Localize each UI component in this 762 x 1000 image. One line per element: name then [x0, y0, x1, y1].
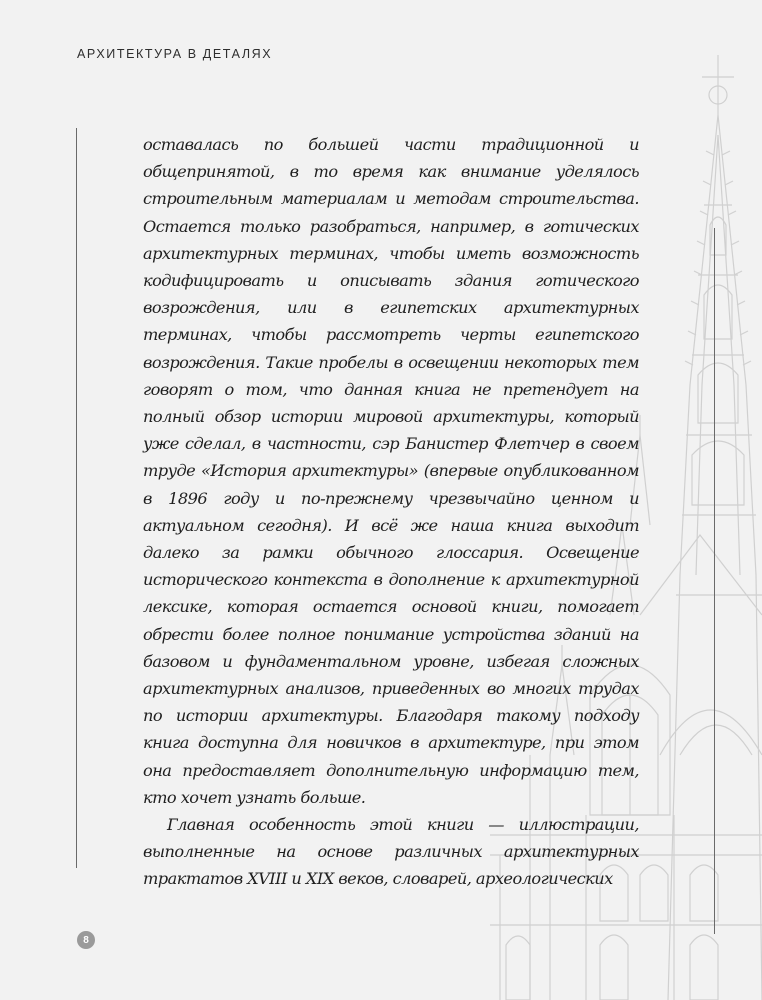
paragraph: оставалась по большей части традиционной и общепринятой, в то время как внимание уделялось строительным материалам и методам строительства. Остается только разобраться, например, в готических архитектурных терминах, чтобы иметь возможность кодифицировать и описывать здания готического возрождения, или в египетских архитектурных терминах, чтобы рассмотреть черты египетского возрождения. Такие пробелы в освещении некоторых тем говорят о том, что данная книга не претендует на полный обзор истории мировой архитектуры, который уже сделал, в частности, сэр Банистер Флетчер в своем труде «История архитектуры» (впервые опубликованном в 1896 году и по-прежнему чрезвычайно ценном и актуальном сегодня). И всё же наша книга выходит далеко за рамки обычного глоссария. Освещение исторического контекста в дополнение к архитектурной лексике, которая остается основой книги, помогает обрести более полное понимание устройства зданий на базовом и фундаментальном уровне, избегая сложных архитектурных анализов, приведенных во многих трудах по истории архитектуры. Благодаря такому подходу книга доступна для новичков в архитектуре, при этом она предоставляет дополнительную информацию тем, кто хочет узнать больше.: [143, 135, 639, 807]
main-text: [143, 131, 639, 893]
page-number-badge: 8: [77, 931, 95, 949]
left-margin-rule: [76, 128, 77, 868]
running-head: АРХИТЕКТУРА В ДЕТАЛЯХ: [77, 47, 273, 61]
right-margin-rule: [714, 228, 715, 934]
paragraph: Главная особенность этой книги — иллюстрации, выполненные на основе различных архитектурных трактатов XVIII и XIX веков, словарей, археологических: [143, 815, 639, 889]
